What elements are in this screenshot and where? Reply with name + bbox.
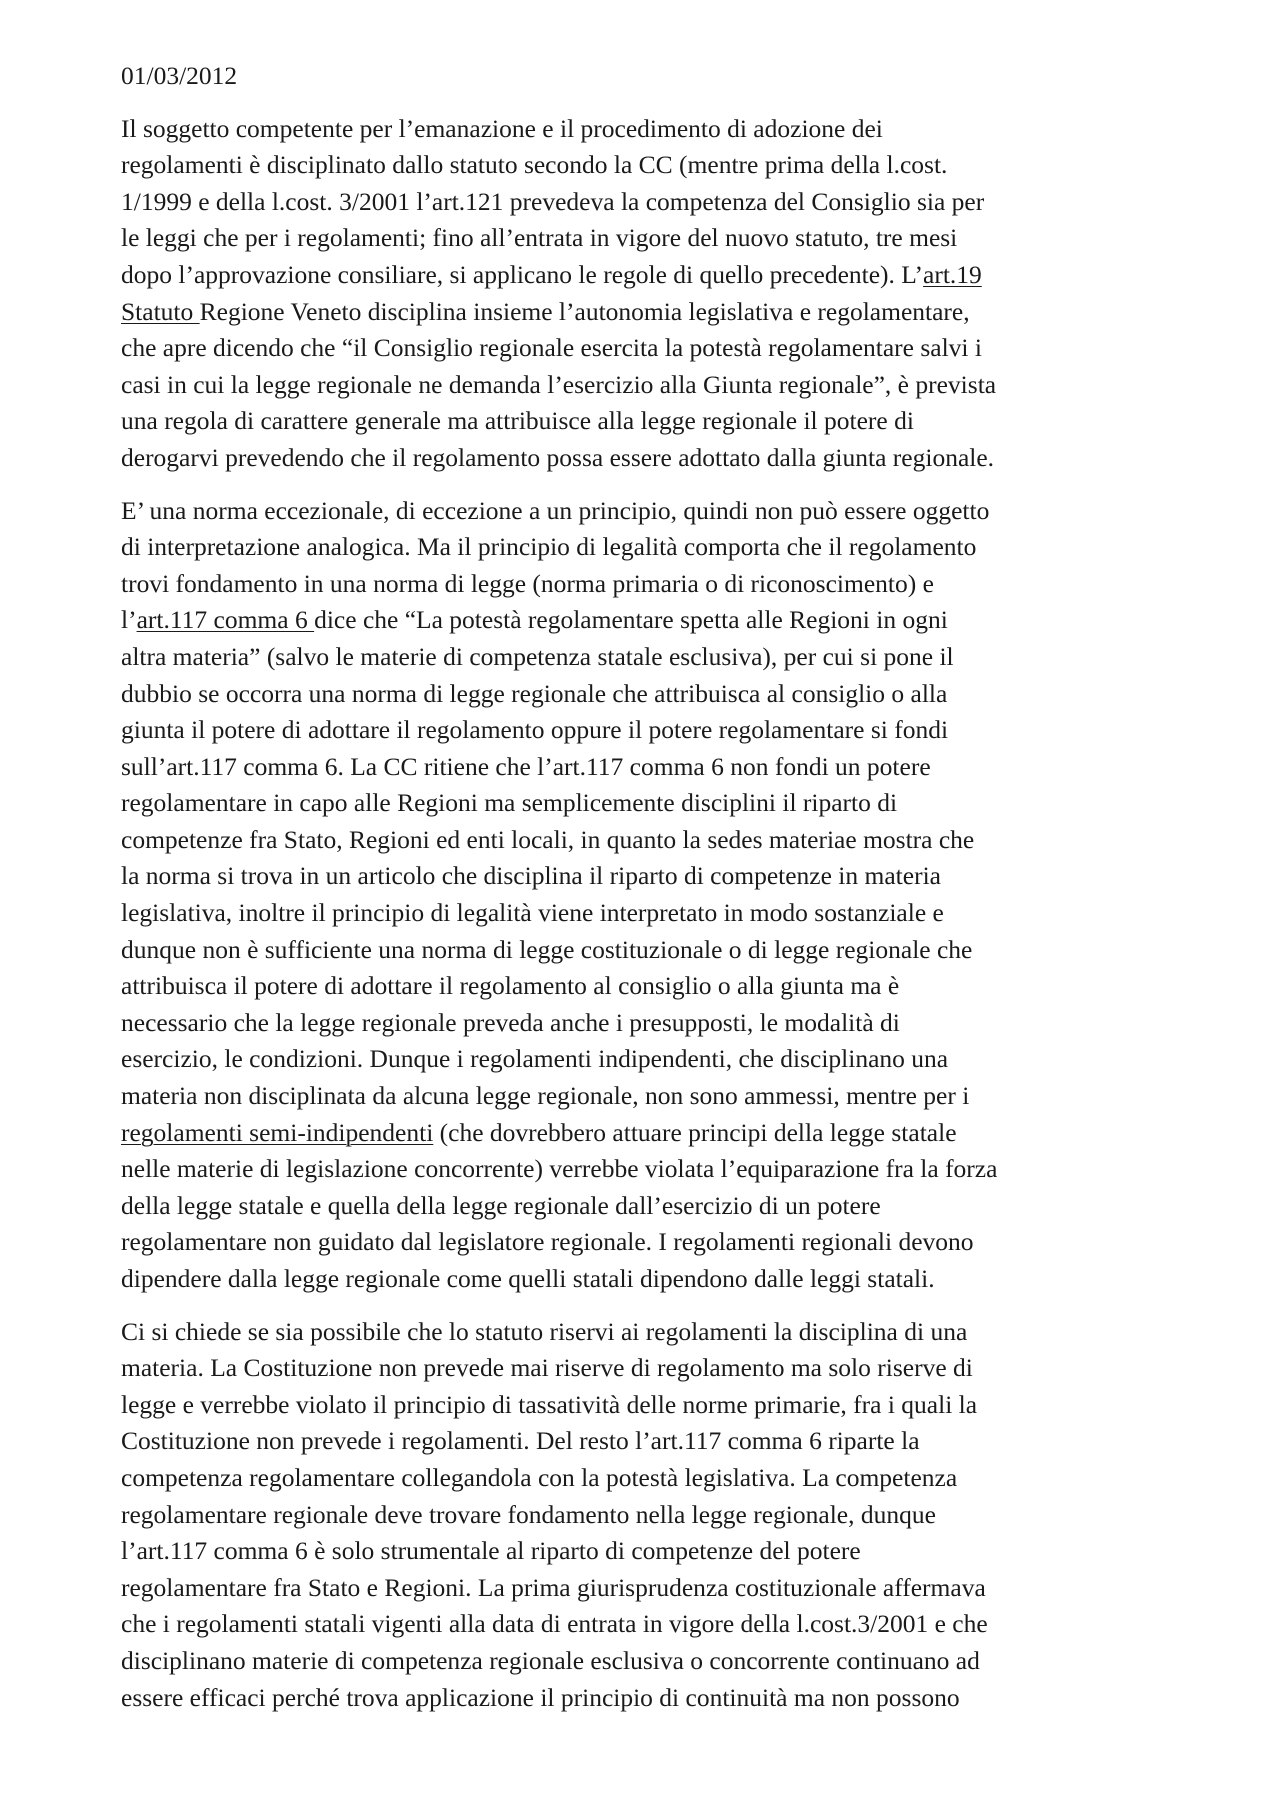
text-line <box>121 1078 1171 1115</box>
text-segment: dubbio se occorra una norma di legge regionale che attribuisca al consiglio o alla <box>121 678 948 708</box>
text-segment: competenze fra Stato, Regioni ed enti locali, in quanto la sedes materiae mostra che <box>121 824 975 854</box>
text-line <box>121 1005 1171 1042</box>
reference-link[interactable]: art.117 comma 6 <box>136 605 315 635</box>
text-line <box>121 220 1171 257</box>
paragraph <box>121 493 1171 1298</box>
text-line <box>121 1314 1171 1351</box>
text-line <box>121 895 1171 932</box>
text-segment: E’ una norma eccezionale, di eccezione a un principio, quindi non può essere oggetto <box>121 495 990 525</box>
text-segment: Il soggetto competente per l’emanazione e il procedimento di adozione dei <box>121 113 883 143</box>
text-line <box>121 257 1171 294</box>
text-segment: regolamentare in capo alle Regioni ma semplicemente disciplini il riparto di <box>121 788 898 818</box>
text-segment: essere efficaci perché trova applicazione il principio di continuità ma non possono <box>121 1682 960 1712</box>
text-segment: 1/1999 e della l.cost. 3/2001 l’art.121 prevedeva la competenza del Consiglio sia per <box>121 186 985 216</box>
text-line <box>121 147 1171 184</box>
reference-link[interactable]: regolamenti semi-indipendenti <box>121 1117 434 1147</box>
text-line <box>121 440 1171 477</box>
text-segment: necessario che la legge regionale preveda anche i presupposti, le modalità di <box>121 1007 900 1037</box>
text-line <box>121 1606 1171 1643</box>
text-segment: una regola di carattere generale ma attribuisce alla legge regionale il potere di <box>121 406 914 436</box>
text-segment: casi in cui la legge regionale ne demanda l’esercizio alla Giunta regionale”, è prevista <box>121 369 997 399</box>
text-segment: Costituzione non prevede i regolamenti. Del resto l’art.117 comma 6 riparte la <box>121 1426 920 1456</box>
text-line <box>121 1041 1171 1078</box>
text-line <box>121 749 1171 786</box>
text-line <box>121 1224 1171 1261</box>
text-line <box>121 367 1171 404</box>
text-line <box>121 1423 1171 1460</box>
paragraph-list <box>121 111 1171 1717</box>
text-segment: disciplinano materie di competenza regionale esclusiva o concorrente continuano ad <box>121 1645 980 1675</box>
text-line <box>121 1151 1171 1188</box>
text-line <box>121 639 1171 676</box>
text-segment: derogarvi prevedendo che il regolamento possa essere adottato dalla giunta regionale. <box>121 442 995 472</box>
text-segment: regolamentare non guidato dal legislatore regionale. I regolamenti regionali devono <box>121 1227 974 1257</box>
text-segment: giunta il potere di adottare il regolamento oppure il potere regolamentare si fondi <box>121 715 949 745</box>
text-segment: regolamentare fra Stato e Regioni. La prima giurisprudenza costituzionale affermava <box>121 1572 986 1602</box>
text-line <box>121 1680 1171 1717</box>
text-line <box>121 602 1171 639</box>
text-line <box>121 330 1171 367</box>
text-line <box>121 294 1171 331</box>
text-segment: altra materia” (salvo le materie di competenza statale esclusiva), per cui si pone il <box>121 641 954 671</box>
text-segment: che i regolamenti statali vigenti alla data di entrata in vigore della l.cost.3/2001 e che <box>121 1609 988 1639</box>
text-line <box>121 712 1171 749</box>
text-segment: trovi fondamento in una norma di legge (norma primaria o di riconoscimento) e <box>121 568 934 598</box>
text-line <box>121 785 1171 822</box>
text-line <box>121 1570 1171 1607</box>
text-line <box>121 529 1171 566</box>
reference-link[interactable]: Statuto <box>121 296 200 326</box>
text-segment: materia non disciplinata da alcuna legge regionale, non sono ammessi, mentre per i <box>121 1081 970 1111</box>
text-segment: dipendere dalla legge regionale come quelli statali dipendono dalle leggi statali. <box>121 1264 935 1293</box>
text-line <box>121 1643 1171 1680</box>
text-line <box>121 1350 1171 1387</box>
text-line <box>121 676 1171 713</box>
text-segment: nelle materie di legislazione concorrente) verrebbe violata l’equiparazione fra la forza <box>121 1154 998 1184</box>
text-line <box>121 1533 1171 1570</box>
paragraph <box>121 111 1171 477</box>
text-segment: Regione Veneto disciplina insieme l’autonomia legislativa e regolamentare, <box>199 296 970 326</box>
text-segment: regolamenti è disciplinato dallo statuto secondo la CC (mentre prima della l.cost. <box>121 150 948 180</box>
text-line <box>121 493 1171 530</box>
text-line <box>121 1497 1171 1534</box>
text-line <box>121 968 1171 1005</box>
text-segment: che apre dicendo che “il Consiglio regionale esercita la potestà regolamentare salvi i <box>121 333 982 363</box>
text-segment: attribuisca il potere di adottare il regolamento al consiglio o alla giunta ma è <box>121 971 900 1001</box>
paragraph <box>121 1314 1171 1717</box>
text-line <box>121 1115 1171 1152</box>
text-segment: esercizio, le condizioni. Dunque i regolamenti indipendenti, che disciplinano una <box>121 1044 949 1074</box>
text-segment: dunque non è sufficiente una norma di legge costituzionale o di legge regionale che <box>121 934 973 964</box>
text-line <box>121 566 1171 603</box>
text-segment: di interpretazione analogica. Ma il principio di legalità comporta che il regolamento <box>121 532 977 562</box>
text-line <box>121 1460 1171 1497</box>
text-line <box>121 111 1171 148</box>
text-segment: dopo l’approvazione consiliare, si applicano le regole di quello precedente). L’ <box>121 259 924 289</box>
text-segment: legislativa, inoltre il principio di legalità viene interpretato in modo sostanziale e <box>121 898 944 928</box>
text-segment: le leggi che per i regolamenti; fino all’entrata in vigore del nuovo statuto, tre mesi <box>121 223 958 253</box>
text-segment: della legge statale e quella della legge regionale dall’esercizio di un potere <box>121 1190 881 1220</box>
text-segment: materia. La Costituzione non prevede mai riserve di regolamento ma solo riserve di <box>121 1353 973 1383</box>
text-segment: l’art.117 comma 6 è solo strumentale al riparto di competenze del potere <box>121 1536 861 1566</box>
text-segment: l’ <box>121 605 137 635</box>
text-line <box>121 858 1171 895</box>
text-segment: legge e verrebbe violato il principio di tassatività delle norme primarie, fra i quali la <box>121 1389 978 1419</box>
text-line <box>121 1261 1171 1298</box>
text-line <box>121 1188 1171 1225</box>
text-line <box>121 403 1171 440</box>
text-segment: la norma si trova in un articolo che disciplina il riparto di competenze in materia <box>121 861 941 891</box>
text-line <box>121 822 1171 859</box>
document-date: 01/03/2012 <box>121 61 238 90</box>
text-line <box>121 932 1171 969</box>
text-segment: sull’art.117 comma 6. La CC ritiene che l’art.117 comma 6 non fondi un potere <box>121 751 931 781</box>
text-line <box>121 1387 1171 1424</box>
reference-link[interactable]: art.19 <box>923 259 982 289</box>
text-segment: dice che “La potestà regolamentare spetta alle Regioni in ogni <box>314 605 948 635</box>
document-body <box>121 58 1171 1732</box>
text-segment: Ci si chiede se sia possibile che lo statuto riservi ai regolamenti la disciplina di una <box>121 1316 968 1346</box>
text-segment: (che dovrebbero attuare principi della legge statale <box>433 1117 957 1147</box>
text-line <box>121 184 1171 221</box>
text-segment: regolamentare regionale deve trovare fondamento nella legge regionale, dunque <box>121 1499 936 1529</box>
text-segment: competenza regolamentare collegandola con la potestà legislativa. La competenza <box>121 1462 958 1492</box>
